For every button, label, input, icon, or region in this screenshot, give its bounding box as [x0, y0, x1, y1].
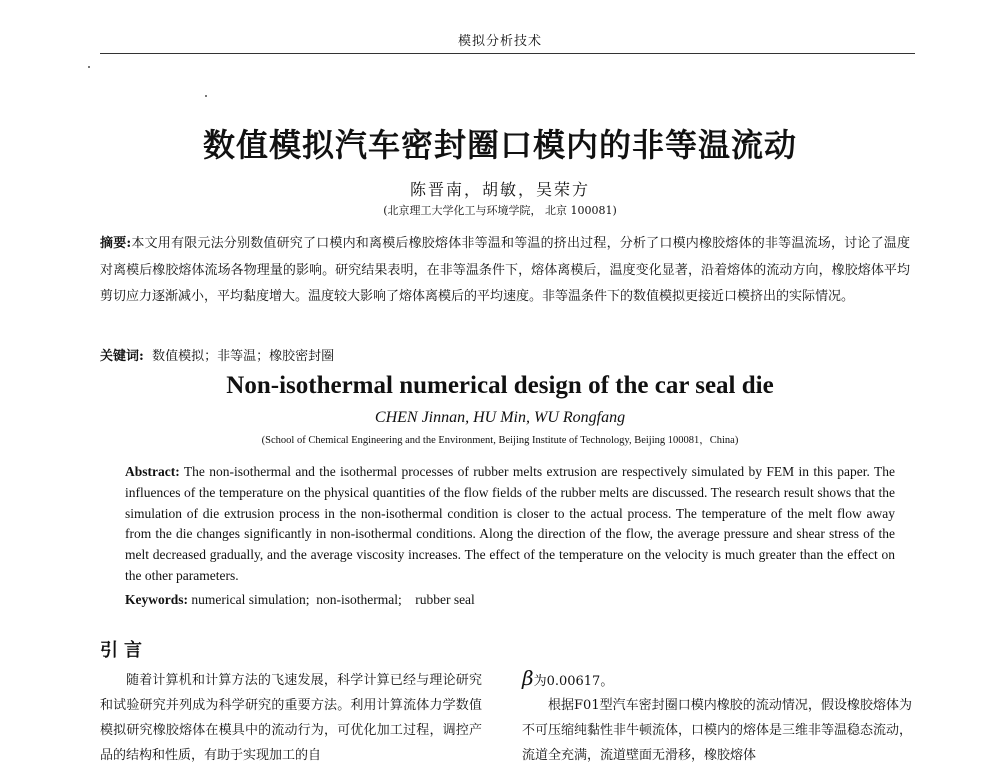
abstract-zh-text: 本文用有限元法分别数值研究了口模内和离模后橡胶熔体非等温和等温的挤出过程，分析了口模内橡胶熔体的非等温流场，讨论了温度对离模后橡胶熔体流场各物理量的影响。研究结果表明，在非等温条件下，熔体离模后，温度变化显著，沿着熔体的流动方向，橡胶熔体平均剪切应力逐渐减小，平均黏度增大。温度较大影响了熔体离模后的平均速度。非等温条件下的数值模拟更接近口模挤出的实际情况。 [100, 236, 910, 304]
abstract-en-label: Abstract: [125, 464, 180, 479]
header-rule [100, 53, 915, 54]
title-en: Non-isothermal numerical design of the car seal die [226, 372, 774, 399]
keywords-en [125, 592, 895, 608]
keywords-en-label: Keywords: [125, 592, 188, 607]
title-zh: 数值模拟汽车密封圈口模内的非等温流动 [202, 126, 797, 164]
abstract-zh [100, 231, 910, 311]
body-column-right [522, 693, 912, 768]
section-heading-intro: 引言 [100, 640, 148, 661]
scan-speck [88, 66, 90, 68]
beta-text: 为0.00617。 [533, 674, 614, 689]
running-header: 模拟分析技术 [457, 34, 542, 49]
keywords-zh [100, 345, 910, 364]
keywords-en-text: numerical simulation; non-isothermal; rubber seal [191, 592, 475, 607]
affiliation-zh: (北京理工大学化工与环境学院， 北京 100081) [383, 204, 617, 217]
body-paragraph: 随着计算机和计算方法的飞速发展，科学计算已经与理论研究和试验研究并列成为科学研究的重要方法。利用计算流体力学数值模拟研究橡胶熔体在模具中的流动行为，可优化加工过程，调控产品的结构和性质，有助于实现加工的自 [100, 673, 482, 763]
beta-symbol: β [522, 666, 534, 690]
keywords-zh-text: 数值模拟；非等温；橡胶密封圈 [152, 349, 335, 364]
abstract-zh-label: 摘要: [100, 236, 132, 251]
authors-en: CHEN Jinnan, HU Min, WU Rongfang [374, 409, 626, 426]
abstract-en-text: The non-isothermal and the isothermal processes of rubber melts extrusion are respectively simulated by FEM in this paper. The influences of the temperature on the physical quantities of the flow fields of the rubber melts are discussed. The research result shows that the simulation of die extrusion process in the non-isothermal condition is closer to the actual process. The temperature of the melt flow away from the die changes significantly in non-isothermal conditions. Along the direction of the flow, the average pressure and shear stress of the melt decreased gradually, and the average viscosity increases. The effect of the temperature on the velocity is much greater than the effect on the other parameters. [125, 464, 895, 583]
keywords-zh-label: 关键词: [100, 349, 144, 364]
authors-zh: 陈晋南，胡敏，吴荣方 [409, 180, 590, 199]
abstract-en [125, 462, 895, 587]
affiliation-en: (School of Chemical Engineering and the Environment, Beijing Institute of Technology, Beijing 100081，China) [261, 435, 739, 446]
body-column-left [100, 668, 482, 768]
beta-line [522, 666, 613, 690]
body-paragraph: 根据F01型汽车密封圈口模内橡胶的流动情况，假设橡胶熔体为不可压缩纯黏性非牛顿流体，口模内的熔体是三维非等温稳态流动，流道全充满，流道壁面无滑移，橡胶熔体 [522, 698, 913, 763]
scan-speck [205, 95, 207, 97]
